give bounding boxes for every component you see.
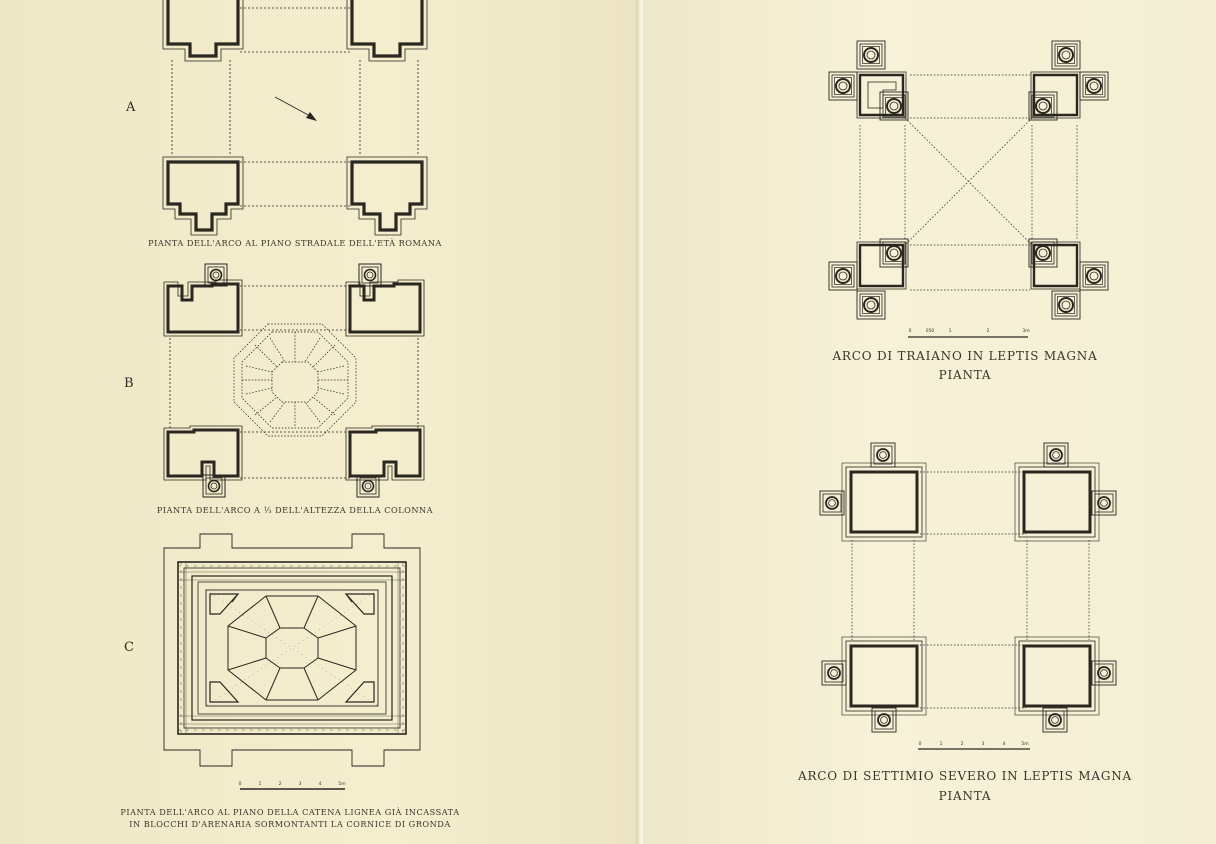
plan-c-masonry	[178, 562, 406, 734]
traiano-scale-bar	[908, 328, 1030, 337]
plan-c-caption	[110, 806, 470, 830]
plan-a-pier-ne	[347, 0, 427, 61]
plan-c	[164, 534, 420, 766]
scale-label-5: 5m	[338, 782, 346, 787]
scale-label-2: 2	[278, 782, 282, 787]
plan-a-pier-nw	[163, 0, 243, 61]
plan-c-joints	[178, 562, 406, 734]
settimio-scale-3: 3	[981, 742, 985, 747]
plan-c-fill-hatch	[206, 590, 378, 706]
traiano-plan	[829, 41, 1108, 319]
scale-label-4: 4	[318, 782, 322, 787]
traiano-scale-0: 0	[908, 329, 912, 334]
settimio-caption-line1: ARCO DI SETTIMIO SEVERO IN LEPTIS MAGNA	[798, 769, 1132, 783]
plan-b-letter: B	[124, 376, 134, 391]
settimio-scale-2: 2	[960, 742, 964, 747]
plan-b	[164, 264, 424, 497]
settimio-scale-5m: 5m	[1021, 742, 1029, 747]
plan-b-octagon	[234, 324, 356, 436]
plan-c-letter: C	[124, 640, 134, 655]
traiano-guides	[860, 75, 1077, 290]
traiano-scale-1: 1	[948, 329, 952, 334]
traiano-scale-2: 2	[986, 329, 990, 334]
traiano-caption-line2: PIANTA	[938, 368, 992, 382]
settimio-caption	[795, 766, 1135, 806]
plan-a-arrow	[275, 97, 317, 121]
settimio-guides	[852, 472, 1089, 708]
scale-label-0: 0	[238, 782, 242, 787]
traiano-pier-ne	[1029, 41, 1108, 120]
traiano-pier-se	[1029, 239, 1108, 319]
plan-a	[163, 0, 427, 235]
scale-label-1: 1	[258, 782, 262, 787]
settimio-scale-0: 0	[918, 742, 922, 747]
plan-c-caption-line1: PIANTA DELL'ARCO AL PIANO DELLA CATENA LIGNEA GIÀ INCASSATA	[120, 807, 460, 817]
traiano-caption-line1: ARCO DI TRAIANO IN LEPTIS MAGNA	[832, 349, 1098, 363]
plan-a-guides	[172, 8, 418, 206]
plan-c-corner-beams	[210, 594, 374, 702]
plan-c-octagon	[228, 596, 356, 700]
scale-label-3: 3	[298, 782, 302, 787]
settimio-caption-line2: PIANTA	[938, 789, 992, 803]
settimio-scale-bar	[918, 741, 1030, 749]
plan-a-letter: A	[126, 100, 136, 115]
traiano-scale-3m: 3m	[1022, 329, 1030, 334]
right-page	[645, 0, 1216, 844]
settimio-scale-4: 4	[1002, 742, 1006, 747]
plan-b-guides	[170, 286, 418, 478]
settimio-scale-1: 1	[939, 742, 943, 747]
right-plans-drawing	[645, 0, 1216, 844]
settimio-plan	[820, 443, 1116, 732]
plan-c-caption-line2: IN BLOCCHI D'ARENARIA SORMONTANTI LA CORNICE DI GRONDA	[129, 819, 451, 829]
plan-b-caption: PIANTA DELL'ARCO A ⅓ DELL'ALTEZZA DELLA COLONNA	[156, 505, 434, 515]
plan-c-scale-bar	[239, 781, 346, 789]
traiano-pier-sw	[829, 239, 908, 319]
traiano-pier-nw	[829, 41, 908, 120]
traiano-caption	[820, 347, 1110, 385]
traiano-scale-050: 050	[925, 329, 935, 334]
plan-a-caption: PIANTA DELL'ARCO AL PIANO STRADALE DELL'ETÀ ROMANA	[148, 238, 442, 248]
